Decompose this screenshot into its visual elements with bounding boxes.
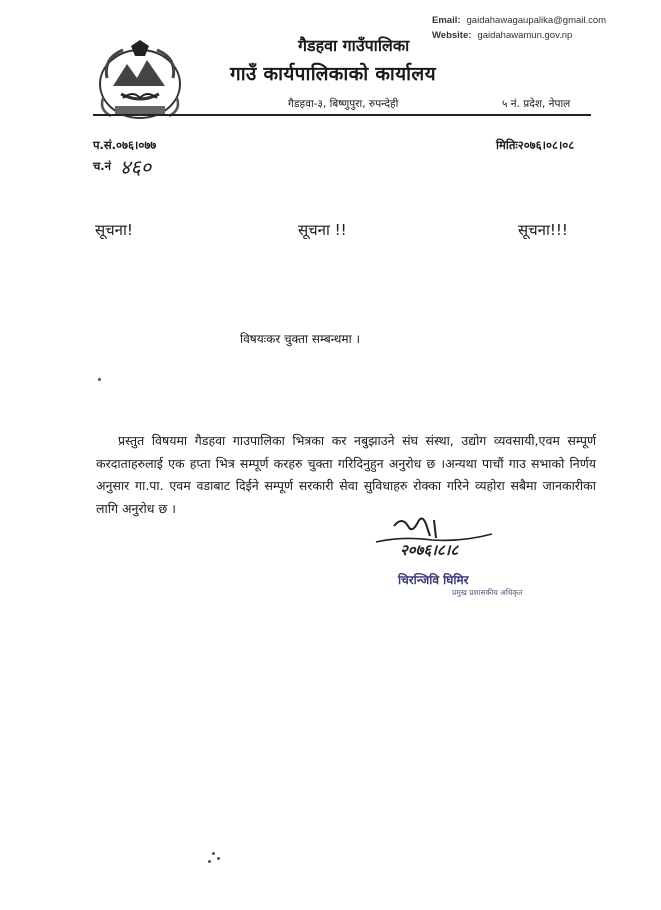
scan-speck: [212, 852, 215, 855]
email-label: Email:: [432, 15, 461, 26]
header-divider: [93, 114, 591, 116]
stamp-title: प्रमुख प्रशासकीय अधिकृत: [452, 588, 523, 597]
subject-line: विषयःकर चुक्ता सम्बन्धमा ।: [240, 332, 361, 346]
website-label: Website:: [432, 30, 472, 41]
notice-2: सूचना !!: [298, 221, 347, 239]
website-line: [432, 30, 572, 41]
scan-speck: [208, 860, 211, 863]
reference-number: प.सं.०७६।०७७: [93, 138, 157, 152]
nepal-emblem-icon: [93, 38, 187, 122]
office-name: गाउँ कार्यपालिकाको कार्यालय: [230, 63, 436, 85]
email-line: [432, 15, 606, 26]
website-value: gaidahawamun.gov.np: [477, 30, 573, 41]
notice-1: सूचना!: [95, 221, 133, 239]
signature-date-handwritten: २०७६।८।८: [400, 541, 459, 559]
scan-speck: [98, 378, 101, 381]
dispatch-number-handwritten: ४६०: [120, 155, 152, 179]
letter-date: मितिः२०७६।०८।०८: [496, 138, 575, 152]
scan-speck: [217, 857, 220, 860]
dispatch-label: च.नं: [93, 159, 112, 173]
stamp-name: चिरन्जिवि घिमिर: [398, 573, 469, 587]
letter-body: प्रस्तुत विषयमा गैडहवा गाउपालिका भित्रका कर नबुझाउने संघ संस्था, उद्योग व्यवसायी,एवम सम्पूर्ण करदाताहरुलाई एक हप्ता भित्र सम्पूर्ण करहरु चुक्ता गरिदिनुहुन अनुरोध छ ।अन्यथा पाचौं गाउ सभाको निर्णय अनुसार गा.पा. एवम वडाबाट दिईने सम्पूर्ण सरकारी सेवा सुविधाहरु रोक्का गरिने व्यहोरा सबैमा जानकारीका लागि अनुरोध छ ।: [96, 433, 596, 516]
province-text: ५ नं. प्रदेश, नेपाल: [502, 98, 571, 110]
email-value: gaidahawagaupalika@gmail.com: [466, 15, 607, 26]
office-address: गैडहवा-३, बिष्णुपुरा, रुपन्देही: [288, 98, 399, 110]
municipality-name: गैडहवा गाउँपालिका: [298, 36, 410, 55]
notice-3: सूचना!!!: [518, 221, 568, 239]
